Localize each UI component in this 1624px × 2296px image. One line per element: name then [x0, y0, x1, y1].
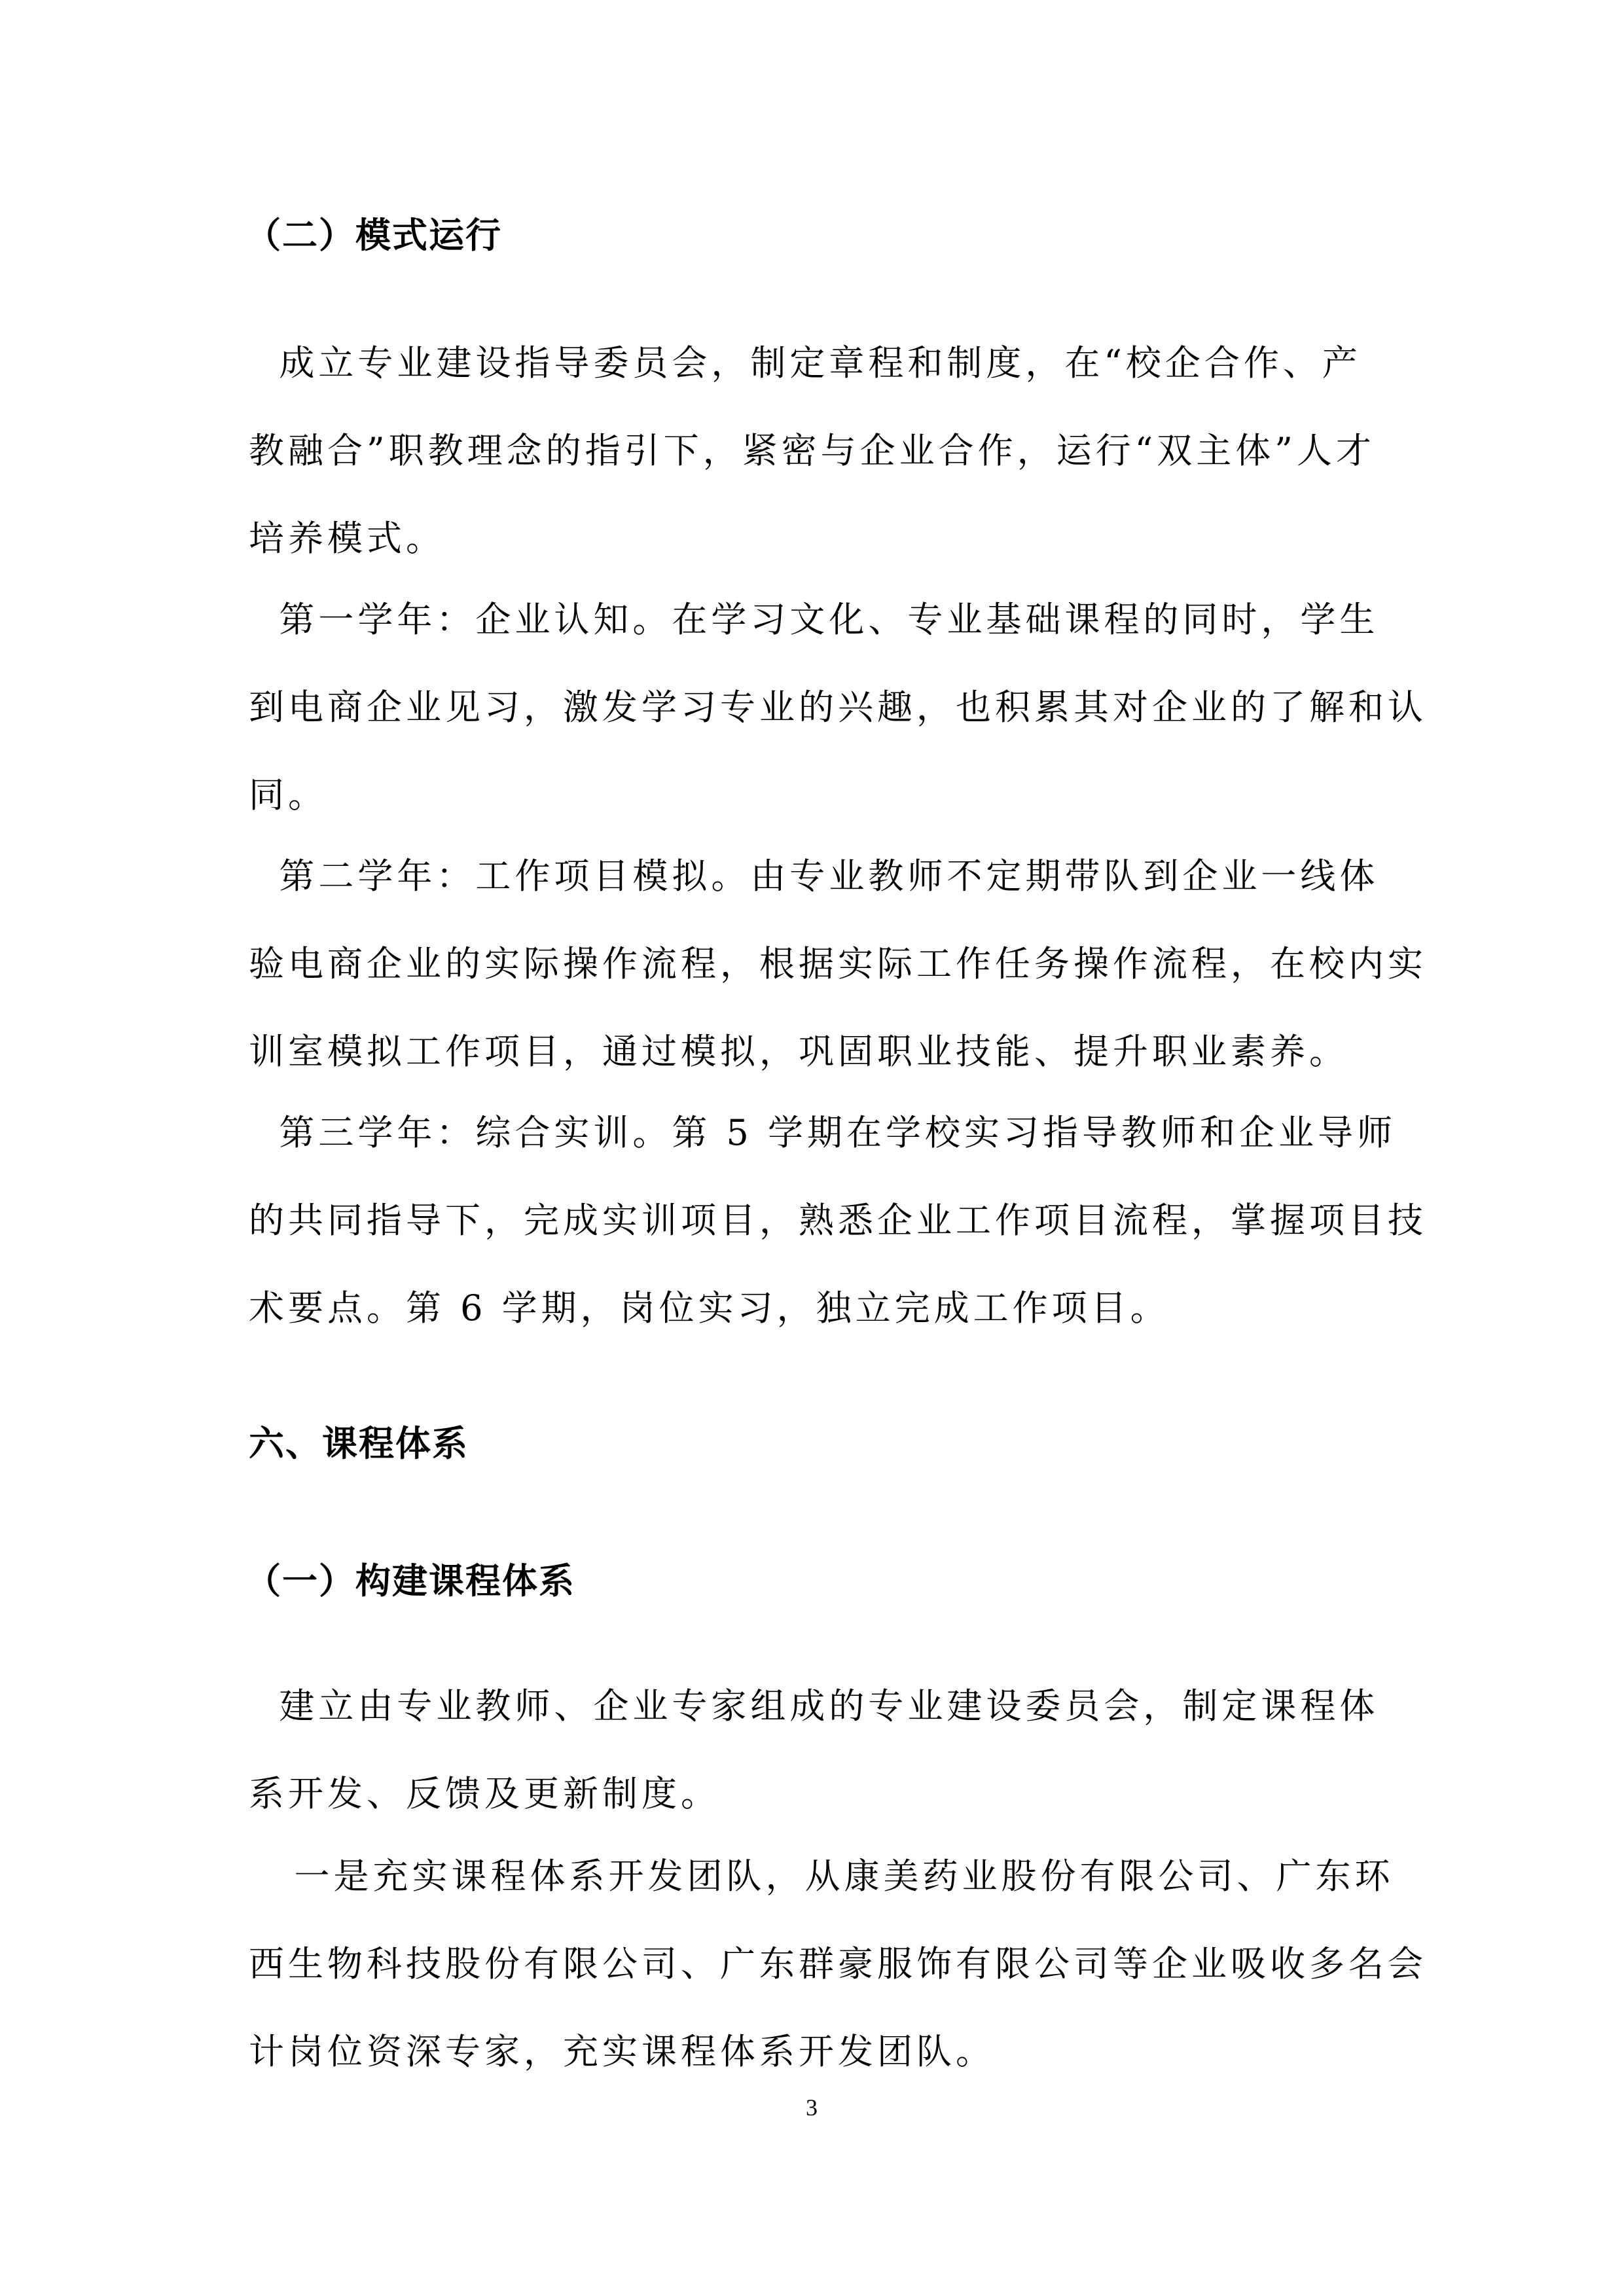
paragraph-line: 西生物科技股份有限公司、广东群豪服饰有限公司等企业吸收多名会: [249, 1943, 1427, 1984]
paragraph-line: 到电商企业见习，激发学习专业的兴趣，也积累其对企业的了解和认: [249, 687, 1427, 728]
paragraph-year-one: [249, 576, 1427, 839]
paragraph-year-two: [249, 833, 1427, 1096]
paragraph-line: 第三学年：综合实训。第 5 学期在学校实习指导教师和企业导师: [249, 1112, 1397, 1153]
paragraph-line: 术要点。第 6 学期，岗位实习，独立完成工作项目。: [249, 1287, 1170, 1329]
section-heading-mode-operation: （二）模式运行: [245, 215, 502, 256]
paragraph-point-one: [249, 1833, 1427, 2096]
page-number: 3: [806, 2094, 818, 2121]
chapter-heading-course-system: 六、课程体系: [249, 1423, 469, 1464]
paragraph-line: 一是充实课程体系开发团队，从康美药业股份有限公司、广东环: [249, 1856, 1394, 1897]
paragraph-year-three: [249, 1089, 1427, 1352]
paragraph-line: 计岗位资深专家，充实课程体系开发团队。: [249, 2031, 995, 2072]
paragraph-line: 训室模拟工作项目，通过模拟，巩固职业技能、提升职业素养。: [249, 1031, 1348, 1072]
paragraph-line: 验电商企业的实际操作流程，根据实际工作任务操作流程，在校内实: [249, 943, 1427, 984]
paragraph-line: 教融合”职教理念的指引下，紧密与企业合作，运行“双主体”人才: [249, 430, 1375, 471]
paragraph-line: 第一学年：企业认知。在学习文化、专业基础课程的同时，学生: [249, 599, 1379, 640]
paragraph-build-intro: [249, 1662, 1388, 1838]
paragraph-line: 成立专业建设指导委员会，制定章程和制度，在“校企合作、产: [249, 342, 1362, 384]
section-heading-build-course-system: （一）构建课程体系: [245, 1560, 575, 1602]
paragraph-line: 建立由专业教师、企业专家组成的专业建设委员会，制定课程体: [249, 1685, 1379, 1727]
paragraph-line: 第二学年：工作项目模拟。由专业教师不定期带队到企业一线体: [249, 855, 1379, 897]
paragraph-line: 的共同指导下，完成实训项目，熟悉企业工作项目流程，掌握项目技: [249, 1200, 1427, 1241]
paragraph-line: 同。: [249, 774, 327, 816]
paragraph-line: 系开发、反馈及更新制度。: [249, 1773, 720, 1814]
paragraph-line: 培养模式。: [249, 518, 445, 559]
paragraph-mode-intro: [249, 319, 1388, 583]
